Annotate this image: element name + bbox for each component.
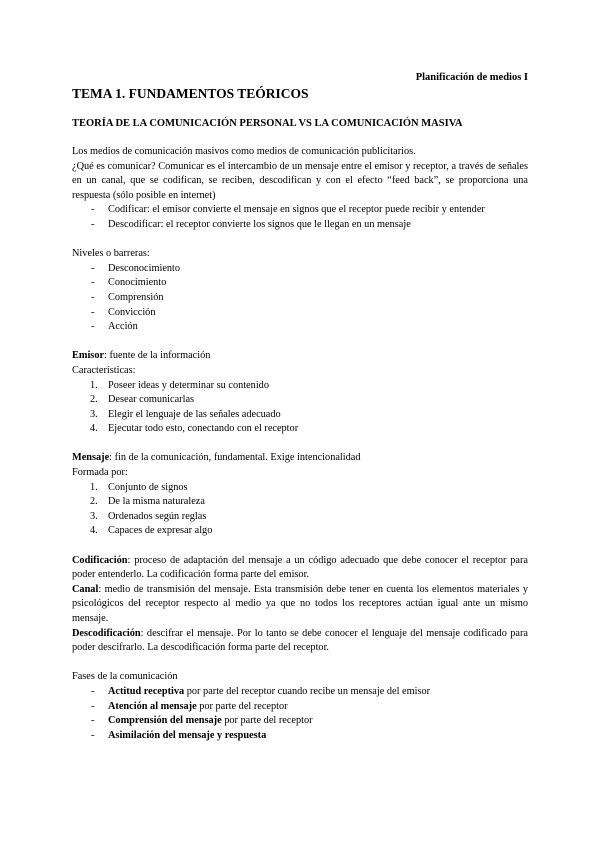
list-item: 1. Poseer ideas y determinar su contenido bbox=[90, 379, 269, 391]
levels-heading: Niveles o barreras: bbox=[72, 248, 150, 260]
list-item: 1. Conjunto de signos bbox=[90, 481, 188, 493]
list-item: 4. Ejecutar todo esto, conectando con el receptor bbox=[90, 423, 299, 435]
list-item: - Atención al mensaje por parte del receptor bbox=[91, 700, 288, 712]
list-item: 3. Elegir el lenguaje de las señales adecuado bbox=[90, 408, 281, 420]
list-item: - Comprensión del mensaje por parte del receptor bbox=[91, 715, 313, 727]
list-item: - Codificar: el emisor convierte el mensaje en signos que el receptor puede recibir y entender bbox=[91, 204, 485, 216]
list-item: - Comprensión bbox=[91, 291, 164, 303]
list-item: 3. Ordenados según reglas bbox=[90, 510, 207, 522]
intro-paragraph-2: ¿Qué es comunicar? Comunicar es el intercambio de un mensaje entre el emisor y receptor, a través de señales en un canal, que se codifican, se reciben, descodifican y con el efecto “feed back”, se proporciona una respuesta (sólo posible en internet) bbox=[72, 160, 528, 201]
phases-heading: Fases de la comunicación bbox=[72, 671, 178, 683]
list-item: - Desconocimiento bbox=[91, 262, 181, 274]
list-item: - Acción bbox=[91, 321, 138, 333]
levels-list bbox=[72, 262, 528, 335]
section-subtitle: TEORÍA DE LA COMUNICACIÓN PERSONAL VS LA COMUNICACIÓN MASIVA bbox=[72, 118, 463, 129]
list-item: - Convicción bbox=[91, 306, 156, 318]
document-body bbox=[72, 145, 528, 743]
coding-list bbox=[72, 203, 528, 232]
list-item: 2. De la misma naturaleza bbox=[90, 496, 205, 508]
list-item: 4. Capaces de expresar algo bbox=[90, 525, 213, 537]
list-item: - Conocimiento bbox=[91, 277, 167, 289]
list-item: 2. Desear comunicarlas bbox=[90, 394, 195, 406]
phases-list bbox=[72, 685, 528, 743]
intro-paragraph-1: Los medios de comunicación masivos como medios de comunicación publicitarios. bbox=[72, 146, 416, 157]
list-item: - Actitud receptiva por parte del receptor cuando recibe un mensaje del emisor bbox=[91, 685, 431, 697]
list-item: - Descodificar: el receptor convierte los signos que le llegan en un mensaje bbox=[91, 218, 411, 230]
page-title: TEMA 1. FUNDAMENTOS TEÓRICOS bbox=[72, 86, 309, 101]
emisor-definition: Emisor: fuente de la información bbox=[72, 350, 211, 362]
list-item: - Asimilación del mensaje y respuesta bbox=[91, 729, 267, 741]
mensaje-list bbox=[72, 481, 528, 539]
page-header: Planificación de medios I bbox=[415, 72, 528, 83]
canal-paragraph: Canal: medio de transmisión del mensaje. Esta transmisión debe tener en cuenta los elementos materiales y psicológicos del receptor respecto al medio ya que no todos los receptores actúan igual ante un mismo mensaje. bbox=[72, 583, 528, 624]
mensaje-definition: Mensaje: fin de la comunicación, fundamental. Exige intencionalidad bbox=[72, 452, 361, 464]
mensaje-subheading: Formada por: bbox=[72, 467, 128, 479]
descodificacion-paragraph: Descodificación: descifrar el mensaje. Por lo tanto se debe conocer el lenguaje del mensaje codificado para poder descifrarlo. La descodificación forma parte del receptor. bbox=[72, 627, 528, 654]
codificacion-paragraph: Codificación: proceso de adaptación del mensaje a un código adecuado que debe conocer el receptor para poder entenderlo. La codificación forma parte del emisor. bbox=[72, 554, 528, 581]
emisor-list bbox=[72, 379, 528, 437]
emisor-subheading: Características: bbox=[72, 364, 136, 376]
